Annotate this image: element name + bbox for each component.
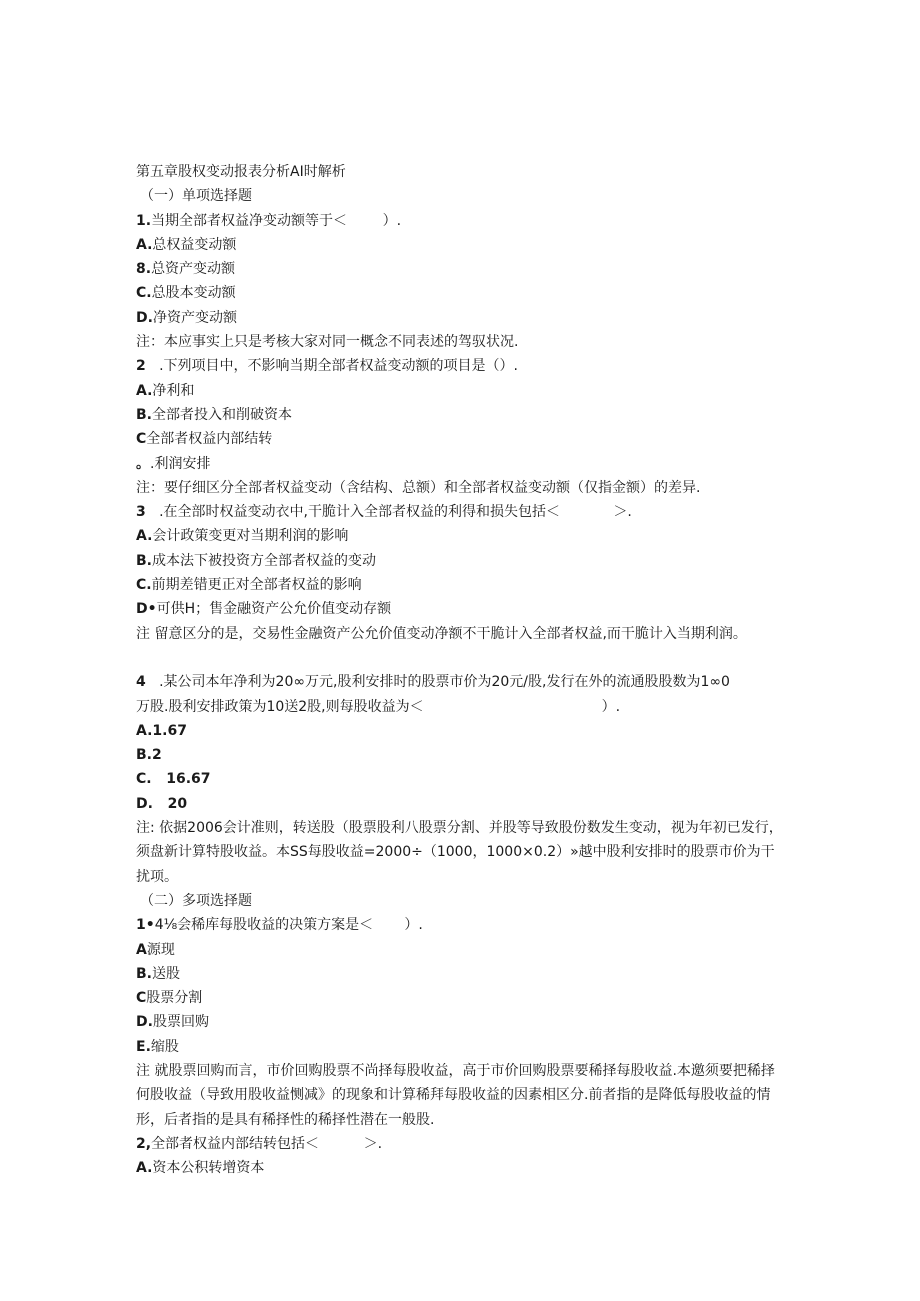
question-4-continued: 万股.股利安排政策为10送2股,则每股收益为＜ ）.	[136, 698, 621, 715]
option-letter: D.	[136, 1014, 153, 1031]
option-a	[136, 938, 788, 962]
option-text: 总权益变动额	[152, 236, 237, 253]
option-b	[136, 403, 788, 427]
option-d	[136, 597, 788, 621]
section-heading-single-choice: （一）单项选择题	[140, 188, 252, 205]
option-text: 成本法下被投资方全部者权益的变动	[152, 552, 376, 569]
option-letter: 8.	[136, 261, 152, 278]
option-text: 总股本变动额	[151, 285, 236, 302]
option-text: 资本公积转增资本	[152, 1160, 265, 1177]
option-letter: C	[136, 431, 147, 448]
question-1	[136, 209, 788, 233]
option-letter: C.	[136, 285, 152, 302]
option-b	[136, 962, 788, 986]
section-heading-multiple-choice: （二）多项选择题	[140, 892, 252, 909]
question-number: 1•	[136, 917, 155, 934]
option-a	[136, 1156, 788, 1180]
note-2-1: 注 就股票回购而言，市价回购股票不尚择每股收益，高于市价回购股票要稀择每股收益.本邀须要把稀择何股收益（导致用股收益恻减》的现象和计算稀拜每股收益的因素相区分.前者指的是降低每股收益的情形，后者指的是具有稀择性的稀择性潜在一般股.	[136, 1062, 775, 1128]
question-number: 2	[136, 358, 146, 375]
option-text: 16.67	[151, 771, 211, 788]
option-a	[136, 524, 788, 548]
option-text: 股票回购	[152, 1014, 209, 1031]
option-letter: D•	[136, 601, 157, 618]
question-number: 4	[136, 674, 146, 691]
option-text: 全部者投入和削破资本	[152, 406, 292, 423]
document-page	[136, 160, 788, 1180]
option-letter: E.	[136, 1038, 151, 1055]
option-letter: C.	[136, 577, 152, 594]
option-text: 缩股	[150, 1038, 179, 1055]
option-d	[136, 1010, 788, 1034]
note-4: 注: 依据2006会计准则，转送股（股票股利八股票分割、并股等导致股份数发生变动，视为年初已发行，须盘新计算特股收益。本SS每股收益=2000÷（1000，1000×0.2）»越中股利安排时的股票市价为干扰项。	[136, 820, 783, 885]
option-a	[136, 379, 788, 403]
option-text: 净利和	[152, 382, 195, 399]
option-c	[136, 281, 788, 305]
option-b	[136, 257, 788, 281]
question-3	[136, 500, 788, 524]
option-letter: A.	[136, 1160, 153, 1177]
note-1: 注：本应事实上只是考核大家对同一概念不同表述的驾驭状况.	[136, 334, 519, 351]
option-letter: A.	[136, 236, 153, 253]
option-d	[136, 306, 788, 330]
option-letter: A.	[136, 722, 153, 739]
option-letter: B.	[136, 747, 152, 764]
option-letter: C	[136, 990, 147, 1007]
option-a	[136, 719, 788, 743]
option-b	[136, 549, 788, 573]
question-text: 全部者权益内部结转包括＜ ＞.	[151, 1135, 383, 1152]
option-letter: D.	[136, 795, 153, 812]
option-text: 净资产变动额	[152, 309, 237, 326]
option-text: 1.67	[152, 722, 187, 739]
option-letter: C.	[136, 771, 152, 788]
question-text: .某公司本年净利为20∞万元,股利安排时的股票市价为20元/股,发行在外的流通股股数为1∞0	[145, 674, 730, 691]
note-2: 注：要仔细区分全部者权益变动（含结构、总额）和全部者权益变动额（仅指金额）的差异.	[136, 479, 701, 496]
option-text: 会计政策变更对当期利润的影响	[152, 528, 349, 545]
question-text: .下列项目中，不影响当期全部者权益变动额的项目是（）.	[145, 358, 518, 375]
option-letter: A.	[136, 528, 153, 545]
option-letter: B.	[136, 406, 152, 423]
option-text: 20	[152, 795, 188, 812]
option-c	[136, 986, 788, 1010]
option-b	[136, 743, 788, 767]
question-2-1	[136, 913, 788, 937]
question-4	[136, 670, 788, 694]
option-c	[136, 573, 788, 597]
question-number: 3	[136, 504, 146, 521]
option-letter: B.	[136, 965, 152, 982]
note-3: 注 留意区分的是，交易性金融资产公允价值变动净额不干脆计入全部者权益,而干脆计入当期利润。	[136, 625, 747, 642]
option-e	[136, 1035, 788, 1059]
option-letter: 。	[136, 455, 150, 472]
question-text: 当期全部者权益净变动额等于＜ ）.	[151, 212, 402, 229]
option-letter: D.	[136, 309, 153, 326]
question-number: 2,	[136, 1135, 152, 1152]
question-text: 4⅛会稀库每股收益的决策方案是＜ ）.	[154, 917, 423, 934]
option-text: .利润安排	[150, 455, 211, 472]
option-text: 总资产变动额	[151, 261, 236, 278]
option-text: 送股	[152, 965, 180, 982]
option-a	[136, 233, 788, 257]
question-number: 1.	[136, 212, 152, 229]
option-text: 全部者权益内部结转	[146, 431, 273, 448]
option-c	[136, 427, 788, 451]
question-2-2	[136, 1132, 788, 1156]
option-letter: A.	[136, 382, 153, 399]
option-text: 2	[152, 747, 162, 764]
option-text: 前期差错更正对全部者权益的影响	[151, 577, 362, 594]
option-text: 股票分割	[146, 990, 203, 1007]
option-text: 可供H；售金融资产公允价值变动存额	[156, 601, 392, 618]
option-letter: B.	[136, 552, 152, 569]
option-text: 源现	[146, 941, 175, 958]
question-2	[136, 354, 788, 378]
option-c	[136, 767, 788, 791]
option-letter: A	[136, 941, 147, 958]
option-d	[136, 792, 788, 816]
question-text: .在全部时权益变动衣中,干脆计入全部者权益的利得和损失包括＜ ＞.	[145, 504, 632, 521]
document-title: 第五章股权变动报表分析AI时解析	[136, 164, 346, 180]
option-d	[136, 452, 788, 476]
